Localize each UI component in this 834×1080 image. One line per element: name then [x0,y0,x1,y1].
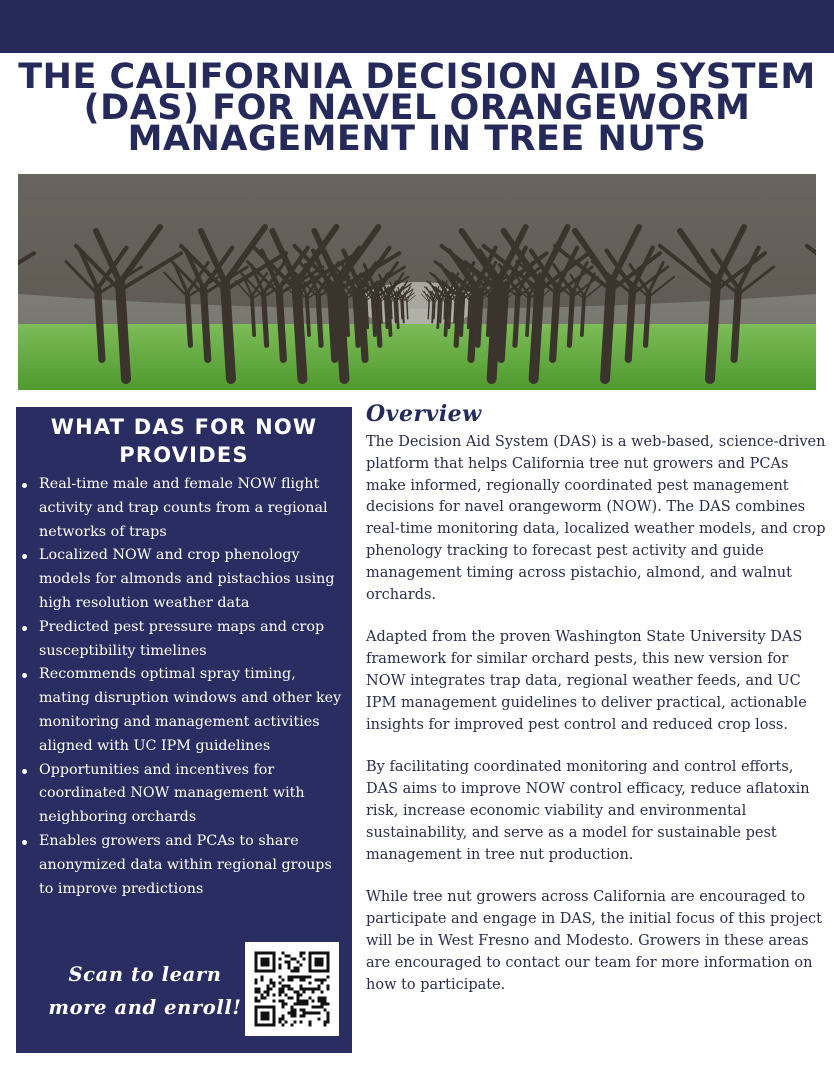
qr-module [300,976,303,979]
qr-module [261,979,264,982]
qr-module [273,1000,276,1003]
qr-module [282,1006,285,1009]
tree-branch [440,300,441,323]
qr-module [321,1006,324,1009]
qr-module [306,976,309,979]
tree-branch [401,301,402,319]
qr-module [288,961,291,964]
scan-line-1: Scan to learn [68,963,222,986]
qr-module [288,985,291,988]
scan-line-2: more and enroll! [48,996,242,1019]
qr-module [321,982,324,985]
qr-module [303,1015,306,1018]
qr-module [285,985,288,988]
qr-module [291,997,294,1000]
qr-module [294,1015,297,1018]
qr-module [291,979,294,982]
qr-module [279,988,282,991]
qr-module [297,994,300,997]
qr-module [318,1012,321,1015]
tree-branch [479,301,480,319]
tree-branch [628,289,632,360]
provides-list [16,473,352,901]
qr-module [282,1018,285,1021]
qr-module [291,1012,294,1015]
qr-module [303,1009,306,1012]
qr-module [303,1012,306,1015]
qr-module [321,1000,324,1003]
qr-module [327,1021,330,1024]
qr-module [279,994,282,997]
tree-branch [403,300,404,323]
qr-module [312,988,315,991]
qr-module [261,958,270,967]
qr-module [279,967,282,970]
qr-module [294,1021,297,1024]
qr-module [294,967,297,970]
tree-branch [394,300,395,323]
qr-module [261,1012,270,1021]
qr-module [279,964,282,967]
qr-module [288,964,291,967]
qr-module [318,1006,321,1009]
qr-module [327,976,330,979]
overview-heading: Overview [366,401,482,427]
qr-module [312,991,315,994]
tree-branch [536,298,538,328]
qr-module [300,979,303,982]
qr-module [261,994,264,997]
qr-module [282,979,285,982]
tree-branch [355,293,358,345]
qr-module [303,952,306,955]
qr-module [312,1000,315,1003]
qr-module [315,1012,318,1015]
qr-module [297,1003,300,1006]
qr-module [285,1021,288,1024]
tree-branch [445,296,447,335]
qr-module [264,991,267,994]
tree-branch [503,300,504,323]
list-item: Localized NOW and crop phenology models for almonds and pistachios using high resolution weather data [39,544,344,615]
qr-module [285,1003,288,1006]
qr-module [291,988,294,991]
list-item: Opportunities and incentives for coordinated NOW management with neighboring orchards [39,759,344,830]
qr-module [327,985,330,988]
tree-branch [605,283,611,379]
qr-module [258,1000,261,1003]
qr-module [282,985,285,988]
qr-module [288,967,291,970]
tree-branch [330,289,334,360]
qr-module [300,1015,303,1018]
top-banner-bar [0,0,834,53]
qr-module [300,994,303,997]
qr-module [300,988,303,991]
qr-module [261,997,264,1000]
qr-module [267,985,270,988]
qr-module [285,994,288,997]
qr-module [318,1018,321,1021]
qr-module [306,1000,309,1003]
qr-module [321,979,324,982]
qr-module [288,979,291,982]
tree-branch [98,289,102,360]
qr-module [291,958,294,961]
qr-module [309,1021,312,1024]
overview-paragraph-1: The Decision Aid System (DAS) is a web-based, science-driven platform that helps California tree nut growers and PCAs make informed, regionally coordinated pest management decisions for navel orangeworm (NOW). The DAS combines real-time monitoring data, localized weather models, and crop phenology tracking to forecast pest activity and guide management timing across pistachio, almond, and walnut orchards. [366,434,826,603]
tree-branch [252,296,254,335]
qr-module [324,997,327,1000]
qr-module [309,988,312,991]
qr-module [297,967,300,970]
qr-module [294,970,297,973]
qr-module [309,1012,312,1015]
qr-module [324,1009,327,1012]
sidebar-panel [16,407,352,1053]
tree-branch [461,296,463,335]
qr-module [270,982,273,985]
qr-module [300,955,303,958]
qr-module [309,976,312,979]
qr-module [300,952,303,955]
qr-module [318,997,321,1000]
qr-module [288,1012,291,1015]
tree-branch [474,300,475,323]
qr-module [255,991,258,994]
qr-module [300,1003,303,1006]
tree-branch [527,296,529,335]
qr-module [327,1012,330,1015]
tree-branch [377,293,380,345]
list-item: Real-time male and female NOW flight activity and trap counts from a regional networks of traps [39,473,344,544]
page-title [0,57,834,159]
tree-branch [468,298,470,328]
qr-module [303,988,306,991]
qr-module [282,1024,285,1027]
list-item: Enables growers and PCAs to share anonymized data within regional groups to improve predictions [39,830,344,901]
qr-module [279,976,282,979]
tree-branch [397,298,399,328]
qr-module [324,1003,327,1006]
qr-module [318,1000,321,1003]
qr-module [297,961,300,964]
qr-module [264,997,267,1000]
qr-module [303,976,306,979]
qr-module [261,976,264,979]
qr-module [294,976,297,979]
tree-branch [388,296,390,335]
tree-branch [361,289,365,360]
qr-module [285,961,288,964]
qr-module [282,988,285,991]
qr-module [291,970,294,973]
qr-module [318,979,321,982]
qr-module [303,958,306,961]
overview-paragraph-2: Adapted from the proven Washington State University DAS framework for similar orchard pests, this new version for NOW integrates trap data, regional weather feeds, and UC IPM management guidelines to deliver practical, actionable insights for improved pest control and reduced crop loss. [366,629,807,733]
qr-module [285,955,288,958]
qr-module [267,994,270,997]
qr-module [288,955,291,958]
qr-module [324,1021,327,1024]
qr-module [294,1012,297,1015]
qr-module [267,988,270,991]
qr-module [273,982,276,985]
qr-module [306,988,309,991]
qr-module [294,1009,297,1012]
qr-module [327,1018,330,1021]
qr-module [297,970,300,973]
qr-module [255,997,258,1000]
qr-module [288,988,291,991]
qr-module [324,1024,327,1027]
qr-module [315,958,324,967]
orchard-photo [18,174,816,390]
qr-module [306,1003,309,1006]
qr-module [294,991,297,994]
overview-paragraph-4: While tree nut growers across California are encouraged to participate and engage in DAS, the initial focus of this project will be in West Fresno and Modesto. Growers in these areas are encouraged to contact our team for more information on how to participate. [366,889,822,993]
list-item: Predicted pest pressure maps and crop susceptibility timelines [39,616,344,664]
qr-module [300,1009,303,1012]
qr-module [297,976,300,979]
qr-module [279,1018,282,1021]
qr-module [255,988,258,991]
qr-module [279,958,282,961]
tree-branch [432,300,433,323]
tree-branch [296,283,302,379]
qr-module [327,1015,330,1018]
title-line-3: MANAGEMENT IN TREE NUTS [127,119,707,159]
tree-branch [496,298,498,328]
qr-module [291,1009,294,1012]
qr-module [297,1000,300,1003]
qr-module [294,1003,297,1006]
tree-branch [318,293,321,345]
tree-branch [553,289,557,360]
qr-module [291,976,294,979]
tree-branch [279,289,283,360]
qr-module [297,991,300,994]
scan-callout [30,958,260,1024]
qr-module [270,979,273,982]
qr-module [258,991,261,994]
tree-branch [338,283,344,379]
qr-module [318,988,321,991]
qr-module [300,985,303,988]
qr-module [315,988,318,991]
tree-branch [710,283,716,379]
qr-module [303,979,306,982]
qr-module [273,994,276,997]
tree-branch [438,298,440,328]
qr-module [312,1006,315,1009]
overview-paragraph-3: By facilitating coordinated monitoring and control efforts, DAS aims to improve NOW control efficacy, reduce aflatoxin risk, increase economic viability and environmental sustainability, and serve as a model for sustainable pest management in tree nut production. [366,759,810,863]
qr-module [321,997,324,1000]
overview-section [366,400,826,996]
tree-branch [454,300,455,323]
qr-module [303,991,306,994]
tree-branch [264,293,267,345]
qr-module [288,997,291,1000]
qr-module [267,991,270,994]
title-line-1: THE CALIFORNIA DECISION AID SYSTEM [18,57,816,97]
qr-module [297,997,300,1000]
qr-module [291,1006,294,1009]
tree-branch [203,289,207,360]
tree-branch [373,296,375,335]
qr-module [312,1012,315,1015]
qr-module [279,1021,282,1024]
qr-module [255,1000,258,1003]
tree-branch [488,296,490,335]
qr-module [282,1000,285,1003]
qr-module [327,1003,330,1006]
qr-module [315,979,318,982]
qr-module [318,985,321,988]
tree-branch [449,298,451,328]
qr-module [300,1000,303,1003]
tree-branch [385,298,387,328]
qr-module [282,991,285,994]
tree-branch [407,301,408,319]
tree-branch [582,296,584,335]
qr-module [282,952,285,955]
tree-branch [225,283,231,379]
tree-branch [444,301,445,319]
qr-module [282,1003,285,1006]
qr-module [315,1006,318,1009]
qr-module [300,1021,303,1024]
qr-module [258,988,261,991]
tree-branch [515,293,518,345]
qr-module [300,964,303,967]
qr-module [270,988,273,991]
qr-module [303,1003,306,1006]
title-line-2: (DAS) FOR NAVEL ORANGEWORM [83,88,751,128]
qr-module [309,982,312,985]
tree-branch [307,296,309,335]
qr-module [294,958,297,961]
sidebar-title: WHAT DAS FOR NOW PROVIDES [50,415,318,467]
tree-branch [187,293,190,345]
qr-module [327,988,330,991]
tree-branch [646,293,649,345]
tree-branch [459,301,460,319]
qr-module [282,1015,285,1018]
qr-module [291,1024,294,1027]
qr-module [273,985,276,988]
qr-module [279,991,282,994]
tree-branch [569,293,572,345]
list-item: Recommends optimal spray timing, mating disruption windows and other key monitoring and management activities aligned with UC IPM guidelines [39,663,344,758]
qr-module [279,1000,282,1003]
qr-module [309,1024,312,1027]
qr-module [255,982,258,985]
qr-module [324,1000,327,1003]
qr-module [321,1003,324,1006]
tree-branch [734,289,738,360]
qr-module [324,979,327,982]
qr-module [279,982,282,985]
qr-module [255,979,258,982]
qr-module [309,997,312,1000]
qr-module [303,1000,306,1003]
tree-branch [120,283,126,379]
qr-module [291,1015,294,1018]
tree-branch [428,301,429,319]
qr-module [321,991,324,994]
tree-branch [434,301,435,319]
qr-module [306,1012,309,1015]
qr-code[interactable] [245,942,339,1036]
qr-module [288,976,291,979]
